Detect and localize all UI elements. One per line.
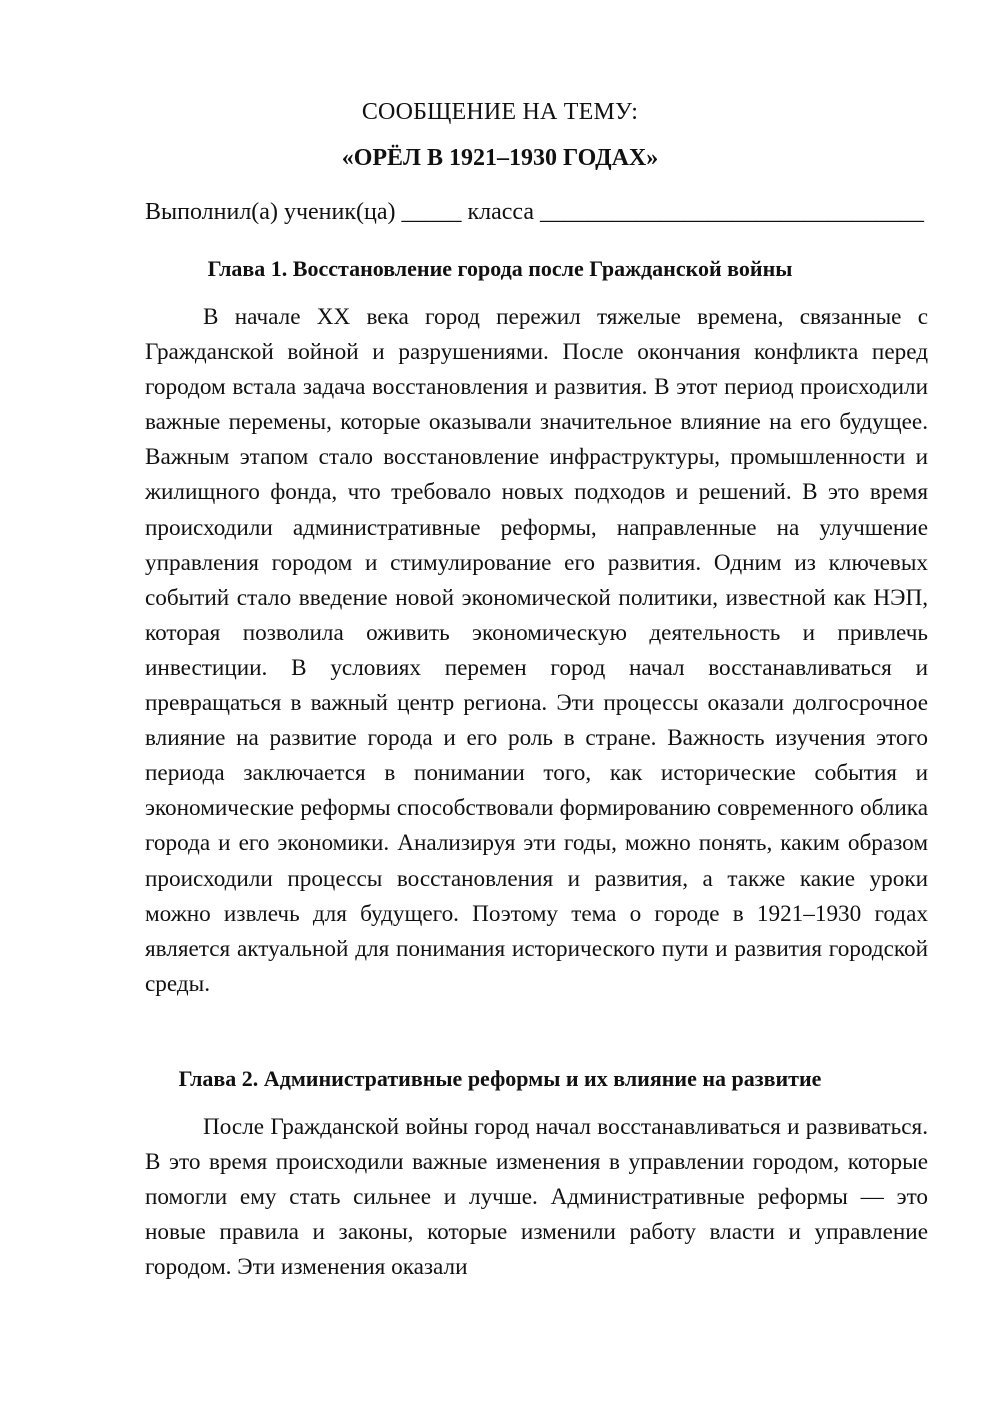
chapter-1-heading: Глава 1. Восстановление города после Гражданской войны xyxy=(207,256,793,281)
document-title-subject: «ОРЁЛ В 1921–1930 ГОДАХ» xyxy=(341,145,659,171)
author-line: Выполнил(а) ученик(ца) _____ класса ________________________________ xyxy=(145,199,925,225)
chapter-2-heading: Глава 2. Административные реформы и их влияние на развитие xyxy=(178,1066,822,1091)
chapter-2-paragraph: После Гражданской войны город начал восстанавливаться и развиваться. В это время происходили важные изменения в управлении городом, которые помогли ему стать сильнее и лучше. Административные реформы — это новые правила и законы, которые изменили работу власти и управление городом. Эти изменения оказали xyxy=(145,1114,928,1281)
document-title-topic: СООБЩЕНИЕ НА ТЕМУ: xyxy=(361,99,639,125)
chapter-1-paragraph: В начале XX века город пережил тяжелые времена, связанные с Гражданской войной и разрушениями. После окончания конфликта перед городом встала задача восстановления и развития. В этот период происходили важные перемены, которые оказывали значительное влияние на его будущее. Важным этапом стало восстановление инфраструктуры, промышленности и жилищного фонда, что требовало новых подходов и решений. В это время происходили административные реформы, направленные на улучшение управления городом и стимулирование его развития. Одним из ключевых событий стало введение новой экономической политики, известной как НЭП, которая позволила оживить экономическую деятельность и привлечь инвестиции. В условиях перемен город начал восстанавливаться и превращаться в важный центр региона. Эти процессы оказали долгосрочное влияние на развитие города и его роль в стране. Важность изучения этого периода заключается в понимании того, как исторические события и экономические реформы способствовали формированию современного облика города и его экономики. Анализируя эти годы, можно понять, каким образом происходили процессы восстановления и развития, а также какие уроки можно извлечь для будущего. Поэтому тема о городе в 1921–1930 годах является актуальной для понимания исторического пути и развития городской среды. xyxy=(145,304,928,997)
